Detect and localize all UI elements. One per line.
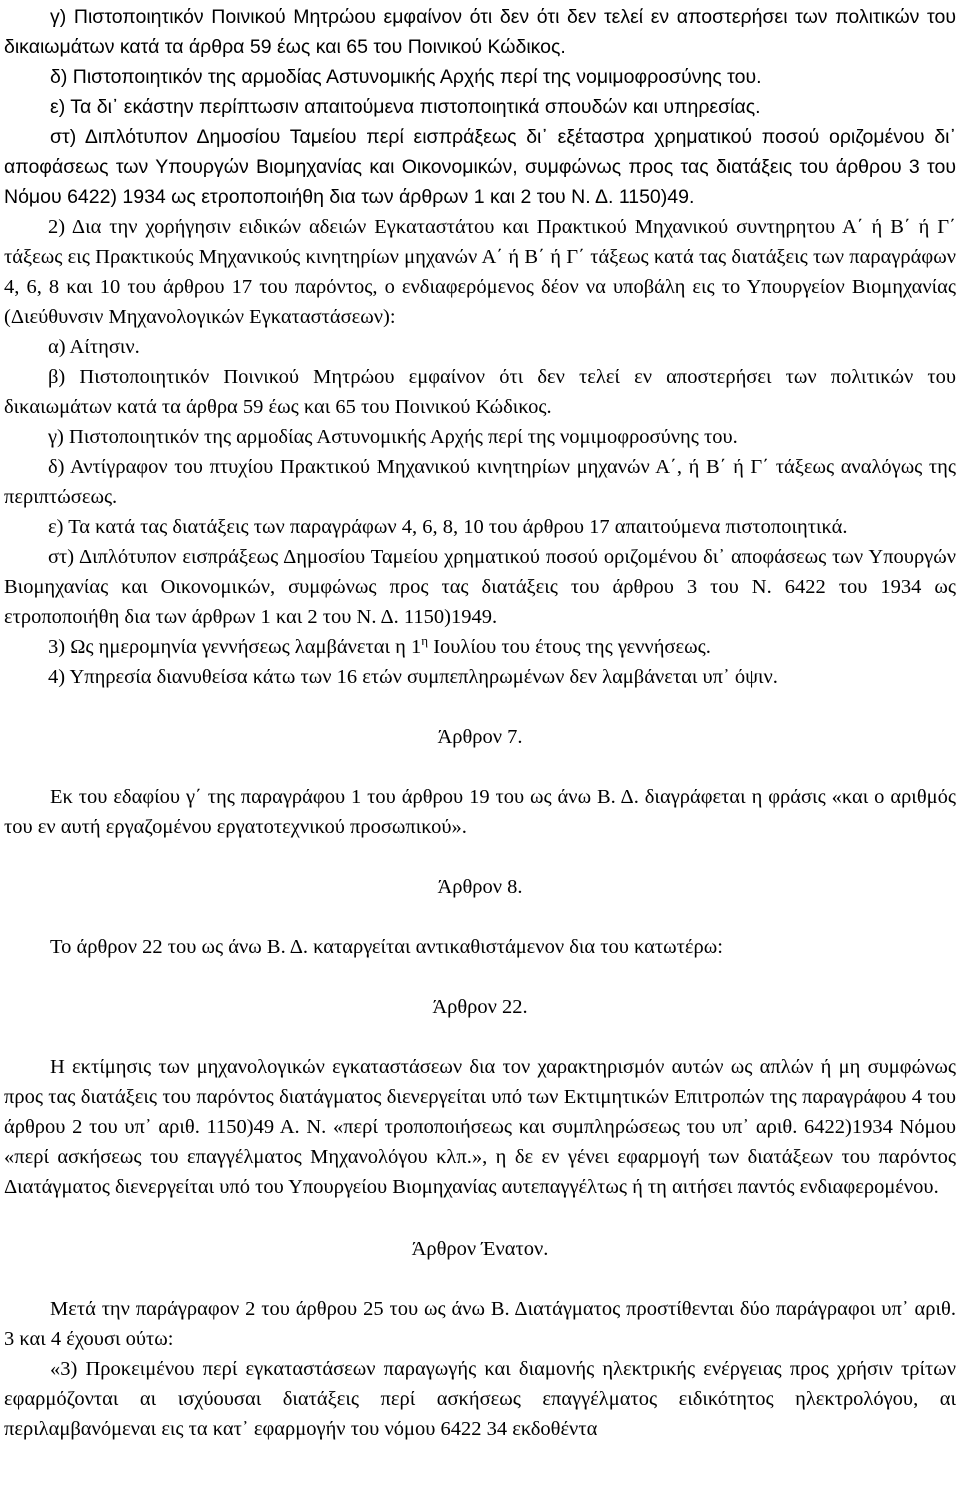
article-8-heading: Άρθρον 8. xyxy=(437,876,523,898)
section-2-item-e: ε) Τα κατά τας διατάξεις των παραγράφων 4, 6, 8, 10 του άρθρου 17 απαιτούμενα πιστοποιητικά. xyxy=(48,516,848,538)
article-7-text: Εκ του εδαφίου γ΄ της παραγράφου 1 του άρθρου 19 του ως άνω Β. Δ. διαγράφεται η φράσις «και ο αριθμός του εν αυτή εργαζομένου εργατοτεχνικού προσωπικού». xyxy=(4,786,956,838)
first-list-item-e: ε) Τα δι᾽ εκάστην περίπτωσιν απαιτούμενα πιστοποιητικά σπουδών και υπηρεσίας. xyxy=(50,96,761,118)
section-3-superscript: η xyxy=(421,633,429,648)
first-list-item-st: στ) Διπλότυπον Δημοσίου Ταμείου περί εισπράξεως δι᾽ εξέταστρα χρηματικού ποσού οριζομένου δι᾽ αποφάσεως των Υπουργών Βιομηχανίας και Οικονομικών, συμφώνως προς τας διατάξεις του άρθρου 3 του Νόμου 6422) 1934 ως ετροποποιήθη δια των άρθρων 1 και 2 του Ν. Δ. 1150)49. xyxy=(4,126,956,208)
section-2-item-st: στ) Διπλότυπον εισπράξεως Δημοσίου Ταμείου χρηματικού ποσού οριζομένου δι᾽ αποφάσεως των Υπουργών Βιομηχανίας και Οικονομικών, συμφώνως προς τας διατάξεις του άρθρου 3 του Ν. 6422 του 1934 ως ετροποποιήθη δια των άρθρων 1 και 2 του Ν. Δ. 1150)1949. xyxy=(4,546,956,628)
article-7-heading: Άρθρον 7. xyxy=(437,726,523,748)
section-2-item-a: α) Αίτησιν. xyxy=(48,336,140,358)
section-3-text-end: Ιουλίου του έτους της γεννήσεως. xyxy=(428,636,711,658)
section-3 xyxy=(4,632,956,662)
article-22-heading: Άρθρον 22. xyxy=(432,996,528,1018)
article-22-text: Η εκτίμησις των μηχανολογικών εγκαταστάσεων δια τον χαρακτηρισμόν αυτών ως απλών ή μη συμφώνως προς τας διατάξεις του παρόντος διατάγματος διενεργείται υπό των Εκτιμητικών Επιτροπών της παραγράφου 4 του άρθρου 2 του υπ᾽ αριθ. 1150)49 Α. Ν. «περί τροποποιήσεως και συμπληρώσεως του υπ᾽ αριθ. 6422)1934 Νόμου «περί ασκήσεως του επαγγέλματος Μηχανολόγου κλπ.», η δε εν γένει εφαρμογή των διατάξεων του παρόντος Διατάγματος διενεργείται υπό του Υπουργείου Βιομηχανίας αυτεπαγγέλτως ή τη αιτήσει παντός ενδιαφερομένου. xyxy=(4,1056,956,1198)
first-list-item-g: γ) Πιστοποιητικόν Ποινικού Μητρώου εμφαίνον ότι δεν ότι δεν τελεί εν αποστερήσει των πολιτικών του δικαιωμάτων κατά τα άρθρα 59 έως και 65 του Ποινικού Κώδικος. xyxy=(4,6,956,58)
article-8-text: Το άρθρον 22 του ως άνω Β. Δ. καταργείται αντικαθιστάμενον δια του κατωτέρω: xyxy=(50,936,723,958)
article-9-text: Μετά την παράγραφον 2 του άρθρου 25 του ως άνω Β. Διατάγματος προστίθενται δύο παράγραφοι υπ᾽ αριθ. 3 και 4 έχουσι ούτω: xyxy=(4,1298,956,1350)
section-2-item-b: β) Πιστοποιητικόν Ποινικού Μητρώου εμφαίνον ότι δεν τελεί εν αποστερήσει των πολιτικών του δικαιωμάτων κατά τα άρθρα 59 έως και 65 του Ποινικού Κώδικος. xyxy=(4,366,956,418)
section-2-item-d: δ) Αντίγραφον του πτυχίου Πρακτικού Μηχανικού κινητηρίων μηχανών Α΄, ή Β΄ ή Γ΄ τάξεως αναλόγως της περιπτώσεως. xyxy=(4,456,956,508)
section-3-text: 3) Ως ημερομηνία γεννήσεως λαμβάνεται η 1 xyxy=(48,636,422,658)
section-2-intro: 2) Δια την χορήγησιν ειδικών αδειών Εγκαταστάτου και Πρακτικού Μηχανικού συντηρητου Α΄ ή Β΄ ή Γ΄ τάξεως εις Πρακτικούς Μηχανικούς κινητηρίων μηχανών Α΄ ή Β΄ ή Γ΄ τάξεως κατά τας διατάξεις των παραγράφων 4, 6, 8 και 10 του άρθρου 17 του παρόντος, ο ενδιαφερόμενος δέον να υποβάλη εις το Υπουργείον Βιομηχανίας (Διεύθυνσιν Μηχανολογικών Εγκαταστάσεων): xyxy=(4,216,956,328)
first-list-item-d: δ) Πιστοποιητικόν της αρμοδίας Αστυνομικής Αρχής περί της νομιμοφροσύνης του. xyxy=(50,66,762,88)
article-9-heading: Άρθρον Ένατον. xyxy=(411,1238,549,1260)
section-4: 4) Υπηρεσία διανυθείσα κάτω των 16 ετών συμπεπληρωμένων δεν λαμβάνεται υπ᾽ όψιν. xyxy=(48,666,778,688)
article-9-quote: «3) Προκειμένου περί εγκαταστάσεων παραγωγής και διαμονής ηλεκτρικής ενέργειας προς χρήσιν τρίτων εφαρμόζονται αι ισχύουσαι διατάξεις περί ασκήσεως επαγγέλματος ειδικότητος ηλεκτρολόγου, αι περιλαμβανόμεναι εις τα κατ᾽ εφαρμογήν του νόμου 6422 34 εκδοθέντα xyxy=(4,1358,956,1440)
section-2-item-g: γ) Πιστοποιητικόν της αρμοδίας Αστυνομικής Αρχής περί της νομιμοφροσύνης του. xyxy=(48,426,738,448)
